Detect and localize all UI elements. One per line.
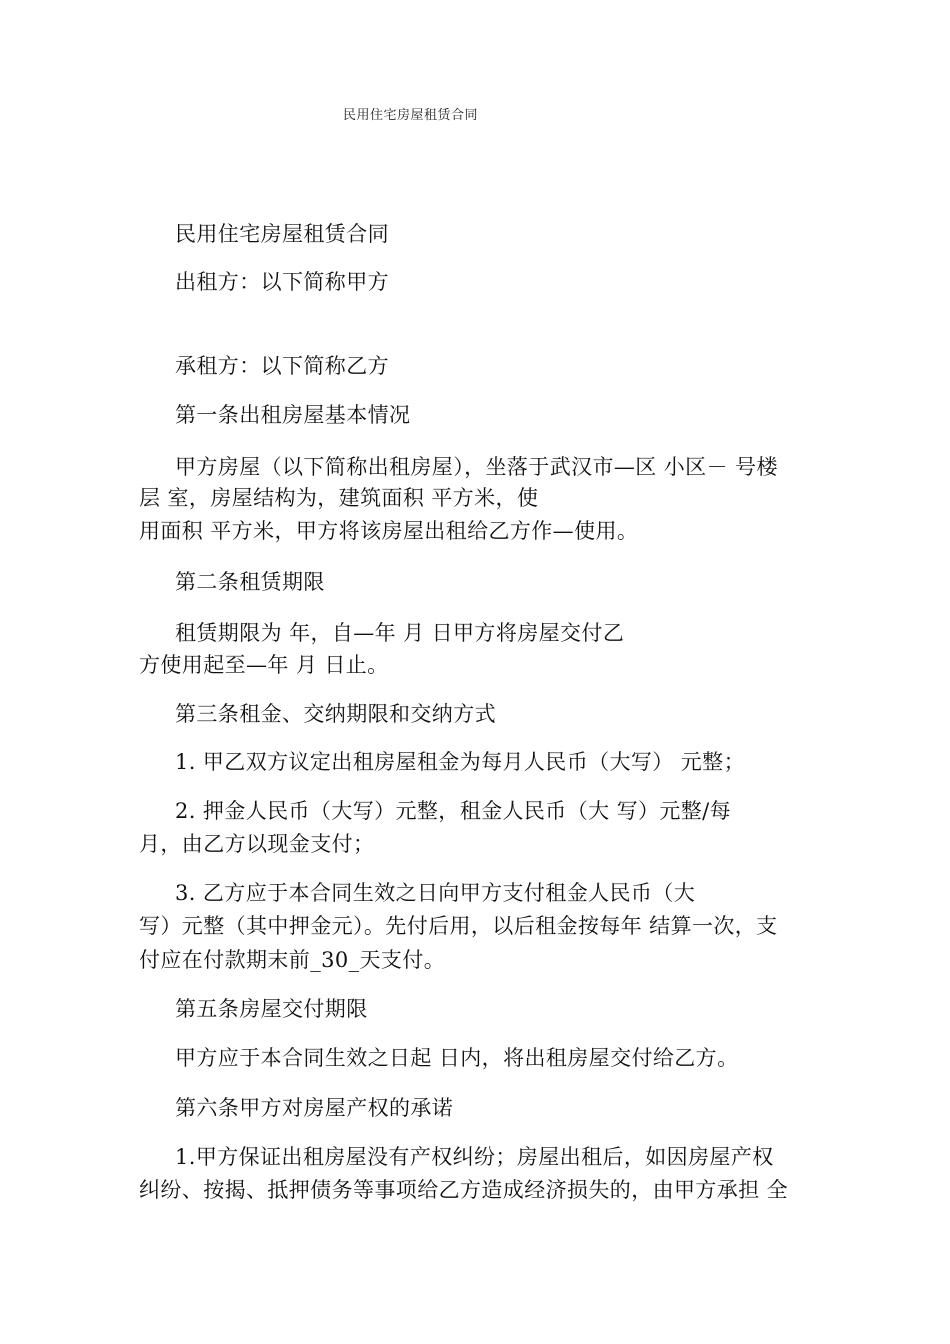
- article-1-text-line: 用面积 平方米，甲方将该房屋出租给乙方作—使用。: [139, 519, 639, 543]
- article-3-heading: 第三条租金、交纳期限和交纳方式: [175, 702, 496, 726]
- article-3-item-1: 1. 甲乙双方议定出租房屋租金为每月人民币（大写） 元整；: [175, 750, 745, 774]
- article-3-item-3-line: 写）元整（其中押金元）。先付后用，以后租金按每年 结算一次，支: [139, 914, 778, 938]
- article-5-heading: 第五条房屋交付期限: [175, 997, 368, 1021]
- article-3-item-3-line: 付应在付款期末前_30_天支付。: [139, 948, 446, 972]
- article-2-heading: 第二条租赁期限: [175, 570, 325, 594]
- document-title: 民用住宅房屋租赁合同: [175, 222, 389, 246]
- article-2-text-line: 方使用起至—年 月 日止。: [139, 653, 389, 677]
- article-6-item-1-line: 1.甲方保证出租房屋没有产权纠纷；房屋出租后，如因房屋产权: [175, 1145, 774, 1169]
- article-6-item-1-line: 纠纷、按揭、抵押债务等事项给乙方造成经济损失的，由甲方承担 全: [139, 1178, 789, 1202]
- article-5-text-line: 甲方应于本合同生效之日起 日内，将出租房屋交付给乙方。: [175, 1046, 739, 1070]
- article-2-text-line: 租赁期限为 年，自—年 月 日甲方将房屋交付乙: [175, 621, 625, 645]
- article-1-text-line: 甲方房屋（以下简称出租房屋），坐落于武汉市—区 小区－ 号楼: [175, 455, 778, 479]
- article-3-item-2-line: 月，由乙方以现金支付；: [139, 832, 375, 856]
- article-6-heading: 第六条甲方对房屋产权的承诺: [175, 1096, 454, 1120]
- article-1-text-line: 层 室，房屋结构为，建筑面积 平方米，使: [139, 486, 539, 510]
- article-3-item-2-line: 2. 押金人民币（大写）元整，租金人民币（大 写）元整/每: [175, 799, 732, 823]
- article-3-item-3-line: 3. 乙方应于本合同生效之日向甲方支付租金人民币（大: [175, 881, 696, 905]
- lessee-line: 承租方：以下简称乙方: [175, 354, 389, 378]
- article-1-heading: 第一条出租房屋基本情况: [175, 403, 411, 427]
- lessor-line: 出租方：以下简称甲方: [175, 270, 389, 294]
- running-header: 民用住宅房屋租赁合同: [343, 108, 479, 123]
